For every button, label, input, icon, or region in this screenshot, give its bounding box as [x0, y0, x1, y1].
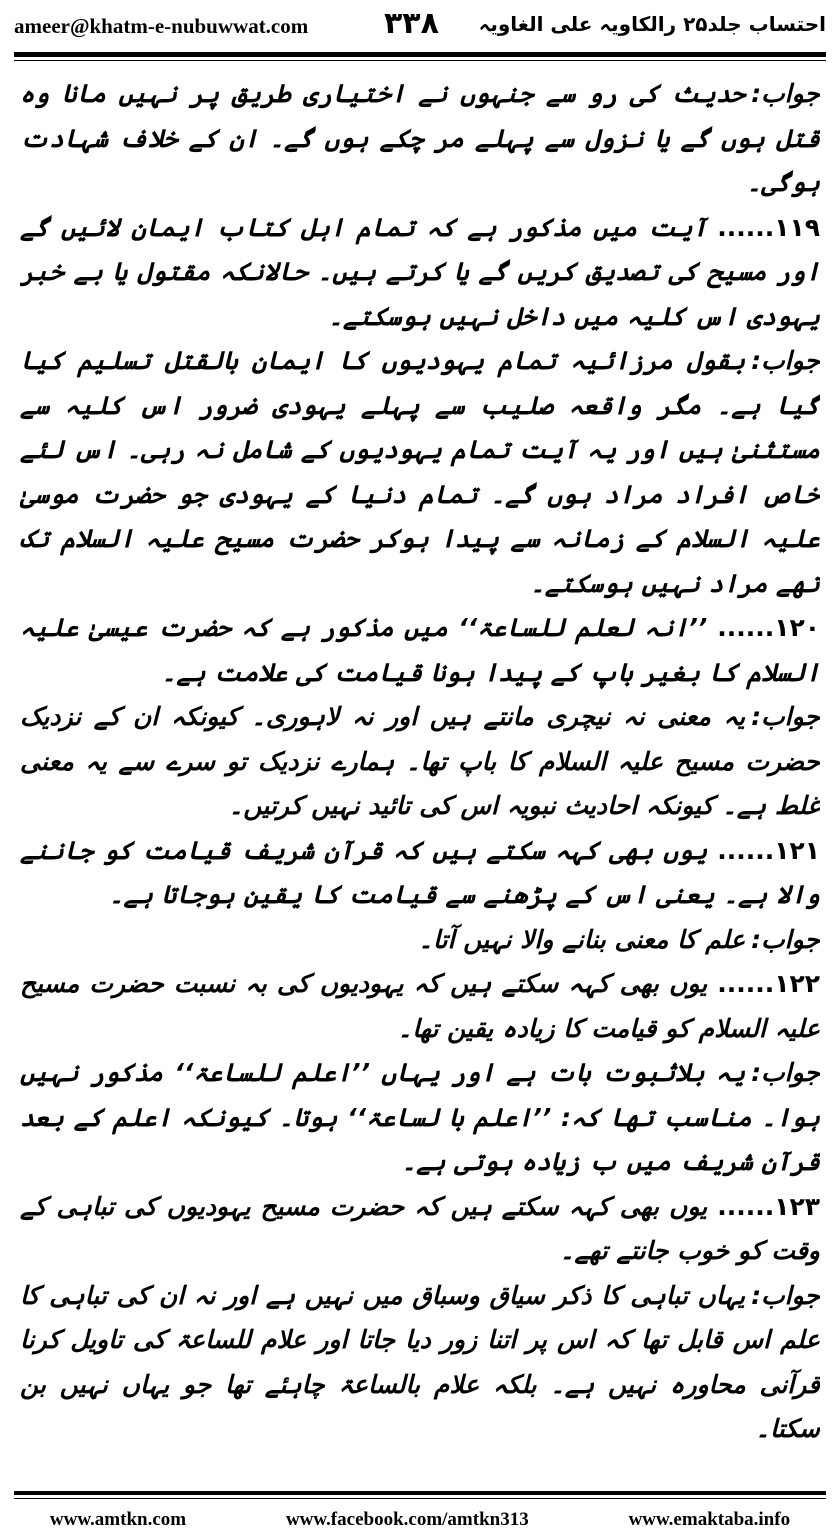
paragraph-number: ۱۲۲...... — [717, 969, 820, 998]
header-rule-thin — [14, 60, 826, 61]
paragraph-text: یوں بھی کہہ سکتے ہیں کہ قرآن شریف قیامت کو جاننے والا ہے۔ یعنی اس کے پڑھنے سے قیامت کا یقین ہوجاتا ہے۔ — [20, 835, 820, 909]
paragraph-number: ۱۲۰...... — [717, 613, 820, 642]
page-footer — [0, 1500, 840, 1540]
footer-link-emaktaba[interactable]: www.emaktaba.info — [628, 1509, 791, 1530]
page-body — [20, 72, 820, 1472]
numbered-paragraph — [20, 962, 820, 1051]
paragraph-number: ۱۱۹...... — [717, 212, 820, 242]
answer-paragraph — [20, 1274, 820, 1452]
paragraph-text: یوں بھی کہہ سکتے ہیں کہ حضرت مسیح یہودیوں کی تباہی کے وقت کو خوب جانتے تھے۔ — [20, 1191, 820, 1265]
paragraph-number: ۱۲۳...... — [717, 1191, 820, 1221]
answer-label: جواب: — [751, 346, 820, 375]
answer-paragraph — [20, 1051, 820, 1185]
answer-label: جواب: — [751, 924, 820, 954]
answer-paragraph — [20, 72, 820, 206]
paragraph-text: علم کا معنی بنانے والا نہیں آتا۔ — [418, 924, 746, 954]
answer-paragraph — [20, 918, 820, 963]
paragraph-text: یہاں تباہی کا ذکر سیاق وسباق میں نہیں ہے اور نہ ان کی تباہی کا علم اس قابل تھا کہ اس پر اتنا زور دیا جاتا اور علام للساعۃ کی تاویل کرنا قرآنی محاورہ نہیں ہے۔ بلکہ علام بالساعۃ چاہئے تھا جو یہاں نہیں بن سکتا۔ — [20, 1280, 820, 1443]
header-email[interactable]: ameer@khatm-e-nubuwwat.com — [14, 14, 309, 38]
paragraph-text: یہ معنی نہ نیچری مانتے ہیں اور نہ لاہوری۔ کیونکہ ان کے نزدیک حضرت مسیح علیہ السلام کا باپ تھا۔ ہمارے نزدیک تو سرے سے یہ معنی غلط ہے۔ کیونکہ احادیث نبویہ اس کی تائید نہیں کرتیں۔ — [20, 702, 820, 820]
numbered-paragraph — [20, 606, 820, 695]
numbered-paragraph — [20, 829, 820, 918]
answer-label: جواب: — [751, 702, 820, 731]
footer-rule-thick — [14, 1491, 826, 1495]
page-number: ۳۳۸ — [384, 6, 439, 41]
answer-label: جواب: — [751, 79, 820, 108]
paragraph-text: بقول مرزائیہ تمام یہودیوں کا ایمان بالقتل تسلیم کیا گیا ہے۔ مگر واقعہ صلیب سے پہلے یہودی ضرور اس کلیہ سے مستثنیٰ ہیں اور یہ آیت تمام یہودیوں کے شامل نہ رہی۔ اس لئے خاص افراد مراد ہوں گے۔ تمام دنیا کے یہودی جو حضرت موسیٰ علیہ السلام کے زمانہ سے پیدا ہوکر حضرت مسیح علیہ السلام تک تھے مراد نہیں ہوسکتے۔ — [20, 346, 820, 598]
footer-link-facebook[interactable]: www.facebook.com/amtkn313 — [285, 1509, 529, 1530]
page-header — [0, 0, 840, 52]
paragraph-text: آیت میں مذکور ہے کہ تمام اہل کتاب ایمان لائیں گے اور مسیح کی تصدیق کریں گے یا کرتے ہیں۔ حالانکہ مقتول یا بے خبر یہودی اس کلیہ میں داخل نہیں ہوسکتے۔ — [20, 212, 820, 331]
paragraph-number: ۱۲۱...... — [717, 835, 820, 865]
numbered-paragraph — [20, 206, 820, 340]
footer-rule-thin — [14, 1498, 826, 1499]
paragraph-text: حدیث کی رو سے جنہوں نے اختیاری طریق پر نہیں مانا وہ قتل ہوں گے یا نزول سے پہلے مر چکے ہوں گے۔ ان کے خلاف شہادت ہوگی۔ — [20, 79, 820, 197]
numbered-paragraph — [20, 1185, 820, 1274]
footer-link-amtkn[interactable]: www.amtkn.com — [49, 1509, 187, 1530]
book-title: احتساب جلد۲۵ رالکاویہ علی الغاویہ — [478, 12, 826, 36]
answer-paragraph — [20, 339, 820, 606]
answer-paragraph — [20, 695, 820, 829]
paragraph-text: یوں بھی کہہ سکتے ہیں کہ یہودیوں کی بہ نسبت حضرت مسیح علیہ السلام کو قیامت کا زیادہ یقین تھا۔ — [20, 969, 820, 1043]
answer-label: جواب: — [751, 1280, 820, 1310]
paragraph-text: یہ بلاثبوت بات ہے اور یہاں ’’اعلم للساعۃ‘‘ مذکور نہیں ہوا۔ مناسب تھا کہ: ’’اعلم با لساعۃ‘‘ ہوتا۔ کیونکہ اعلم کے بعد قرآن شریف میں ب زیادہ ہوتی ہے۔ — [20, 1058, 820, 1176]
paragraph-text: ’’انہ لعلم للساعۃ‘‘ میں مذکور ہے کہ حضرت عیسیٰ علیہ السلام کا بغیر باپ کے پیدا ہونا قیامت کی علامت ہے۔ — [20, 613, 820, 687]
answer-label: جواب: — [751, 1058, 820, 1087]
header-rule-thick — [14, 52, 826, 57]
